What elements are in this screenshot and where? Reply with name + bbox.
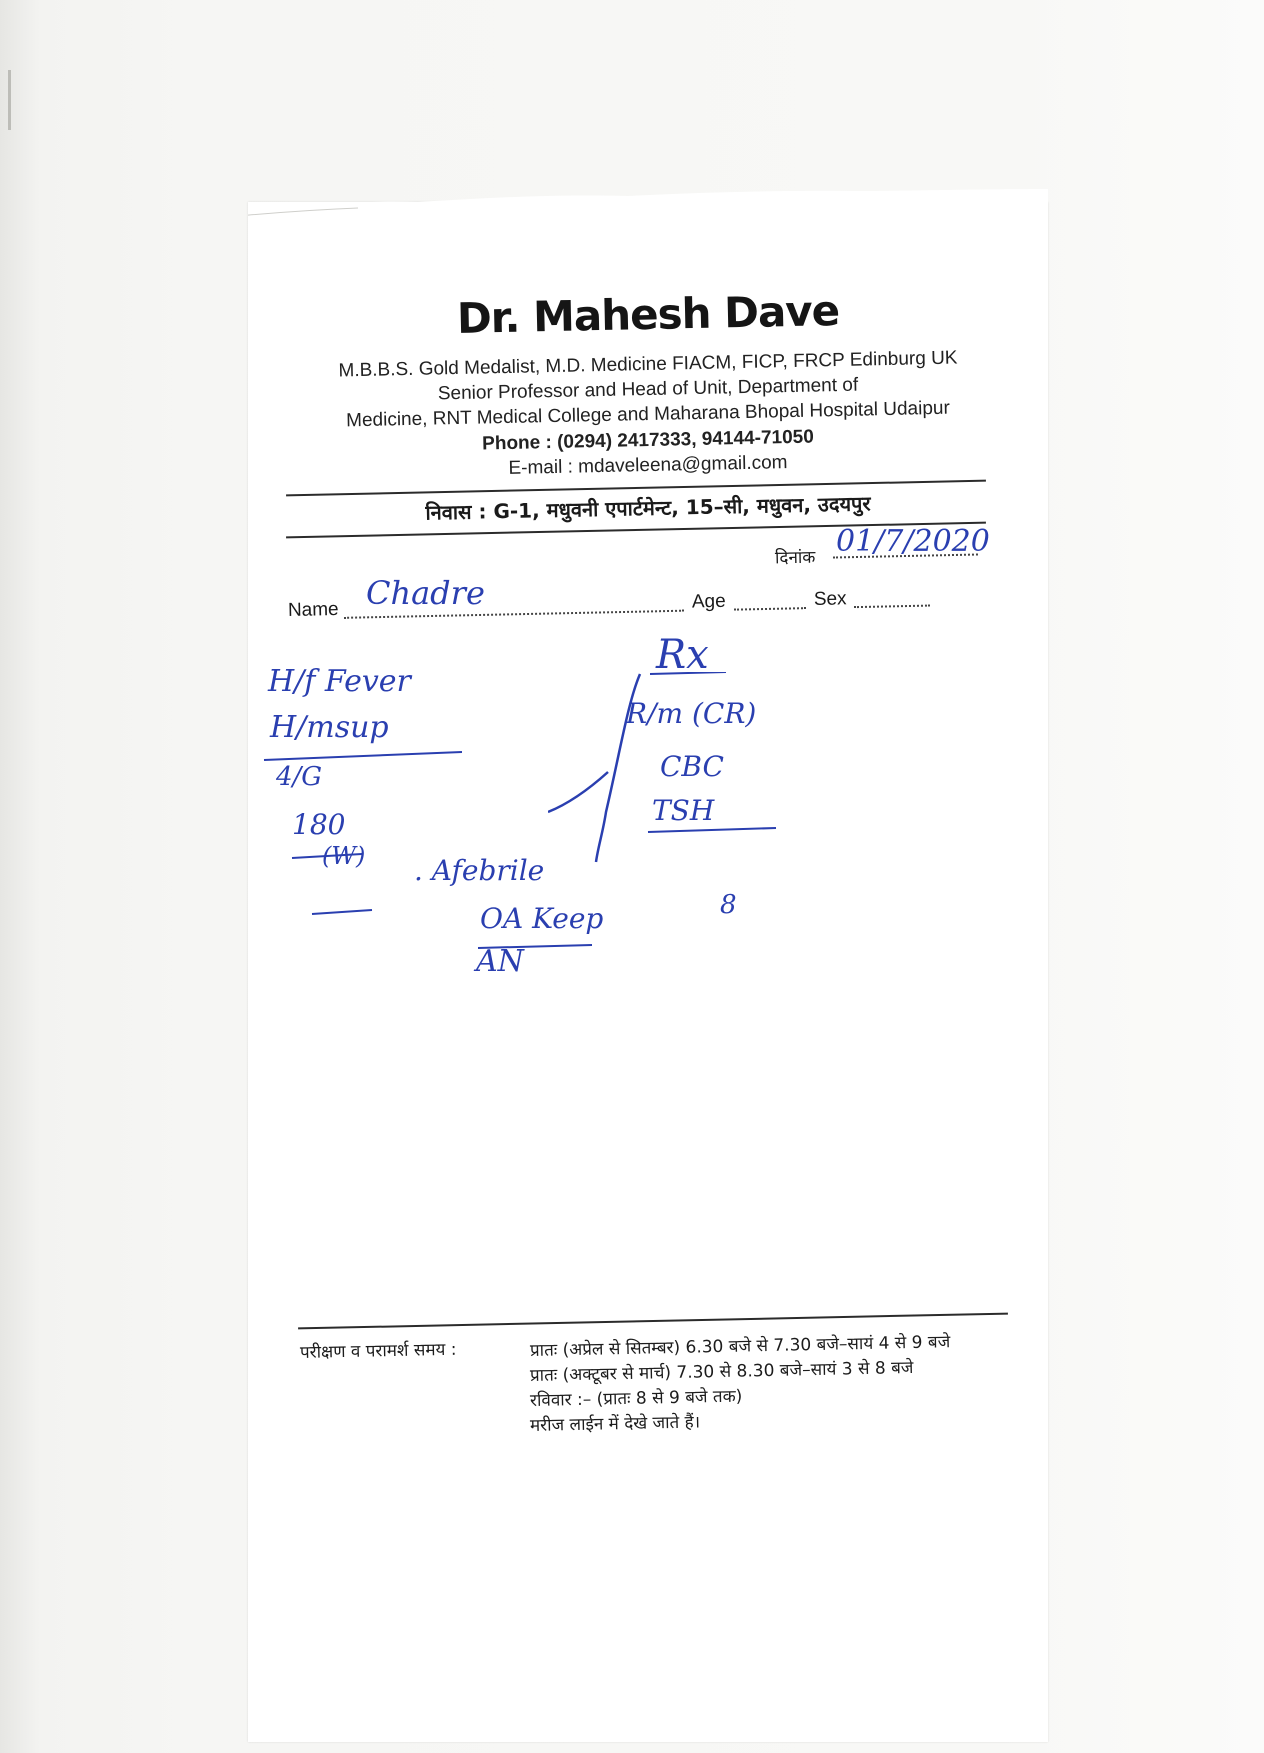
date-label: दिनांक [774, 547, 816, 569]
timing-summer: प्रातः (अप्रेल से सितम्बर) 6.30 बजे से 7.30 बजे–सायं 4 से 9 बजे [529, 1332, 951, 1361]
prescription-sheet [248, 202, 1048, 1742]
timing-winter: प्रातः (अक्टूबर से मार्च) 7.30 से 8.30 बजे–सायं 3 से 8 बजे [529, 1357, 914, 1386]
handwritten-date: 01/7/2020 [836, 524, 990, 559]
handwritten-note-4: 180 [292, 808, 346, 841]
email-address: E-mail : mdaveleena@gmail.com [508, 452, 788, 479]
handwritten-note-3: 4/G [276, 762, 323, 792]
handwritten-investigation-1: R/m (CR) [626, 697, 757, 730]
age-label: Age [691, 590, 726, 613]
handwritten-complaint-2: H/msup [270, 710, 389, 745]
handwritten-patient-name: Chadre [366, 574, 485, 612]
timing-sunday: रविवार :– (प्रातः 8 से 9 बजे तक) [529, 1386, 743, 1411]
rx-symbol: Rx [656, 632, 709, 678]
handwritten-mark: 8 [720, 890, 737, 920]
handwritten-investigation-2: CBC [660, 750, 724, 783]
sex-field-line [854, 605, 930, 609]
queue-note: मरीज लाईन में देखे जाते हैं। [529, 1412, 701, 1436]
handwritten-finding-3: AN [476, 944, 524, 979]
handwritten-finding-1: . Afebrile [414, 854, 545, 887]
sex-label: Sex [813, 588, 847, 610]
handwritten-investigation-3: TSH [652, 794, 715, 827]
residence-address: निवास : G-1, मधुवनी एपार्टमेन्ट, 15–सी, मधुवन, उदयपुर [425, 491, 871, 525]
position-line-2: Medicine, RNT Medical College and Maharana Bhopal Hospital Udaipur [345, 397, 951, 432]
handwritten-finding-2: OA Keep [480, 902, 604, 935]
scan-edge-mark [8, 70, 11, 130]
age-field-line [734, 607, 806, 611]
qualifications: M.B.B.S. Gold Medalist, M.D. Medicine FIACM, FICP, FRCP Edinburg UK [338, 347, 958, 382]
footer-rule [298, 1313, 1008, 1330]
doctor-name: Dr. Mahesh Dave [456, 286, 840, 343]
consultation-time-label: परीक्षण व परामर्श समय : [299, 1339, 457, 1363]
position-line-1: Senior Professor and Head of Unit, Department of [437, 374, 859, 405]
handwritten-note-5: (W) [322, 842, 366, 870]
torn-edge [248, 188, 1048, 218]
handwritten-complaint-1: H/f Fever [268, 664, 411, 699]
phone-numbers: Phone : (0294) 2417333, 94144-71050 [481, 426, 815, 455]
name-label: Name [287, 598, 339, 621]
